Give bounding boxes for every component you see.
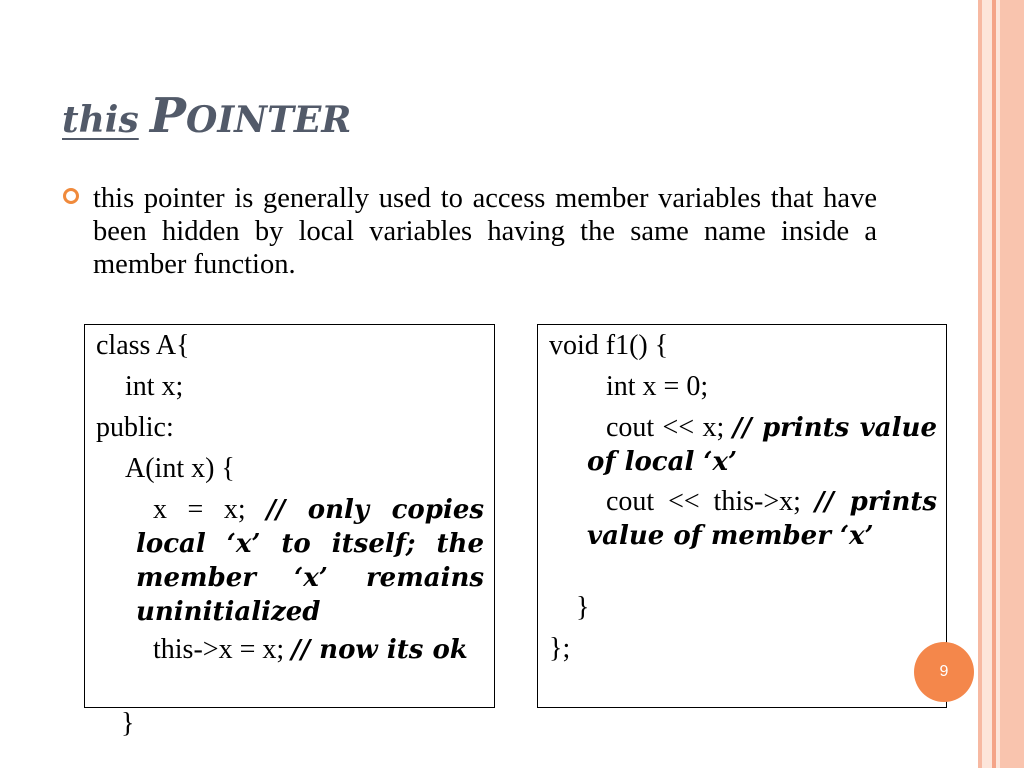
code-line: } xyxy=(576,592,590,623)
code-comment: // prints value of member ‘x’ xyxy=(587,487,937,551)
page-number-badge: 9 xyxy=(914,642,974,702)
code-line: int x = 0; xyxy=(606,371,709,402)
code-comment: // prints value of local ‘x’ xyxy=(587,413,937,477)
right-code-box xyxy=(537,324,947,708)
bullet-icon xyxy=(63,188,79,204)
title-rest: OINTER xyxy=(185,99,352,141)
code-block xyxy=(136,633,484,667)
code-block xyxy=(136,493,484,629)
code-line: int x; xyxy=(125,371,184,402)
left-code-box xyxy=(84,324,495,739)
code-line: A(int x) { xyxy=(125,453,235,484)
code-line: }; xyxy=(549,633,571,664)
code-text: this->x = x; xyxy=(153,634,292,665)
decorative-stripes xyxy=(978,0,1024,768)
code-line: public: xyxy=(96,412,174,443)
title-initial: P xyxy=(149,88,186,144)
code-line: void f1() { xyxy=(549,330,669,361)
title-keyword: this xyxy=(62,99,139,141)
code-text: x = x; xyxy=(153,494,267,525)
code-block xyxy=(587,485,937,553)
code-line: } xyxy=(121,708,135,739)
code-text: cout << this->x; xyxy=(606,486,815,517)
code-comment: // now its ok xyxy=(291,635,468,665)
code-line: class A{ xyxy=(96,330,190,361)
code-comment: // only copies local ‘x’ to itself; the member ‘x’ remains uninitialized xyxy=(136,495,484,627)
code-block xyxy=(587,411,937,479)
code-text: cout << x; xyxy=(606,412,733,443)
intro-paragraph: this pointer is generally used to access member variables that have been hidden by local variables having the same name inside a member function. xyxy=(93,183,877,280)
slide-title xyxy=(62,88,351,144)
